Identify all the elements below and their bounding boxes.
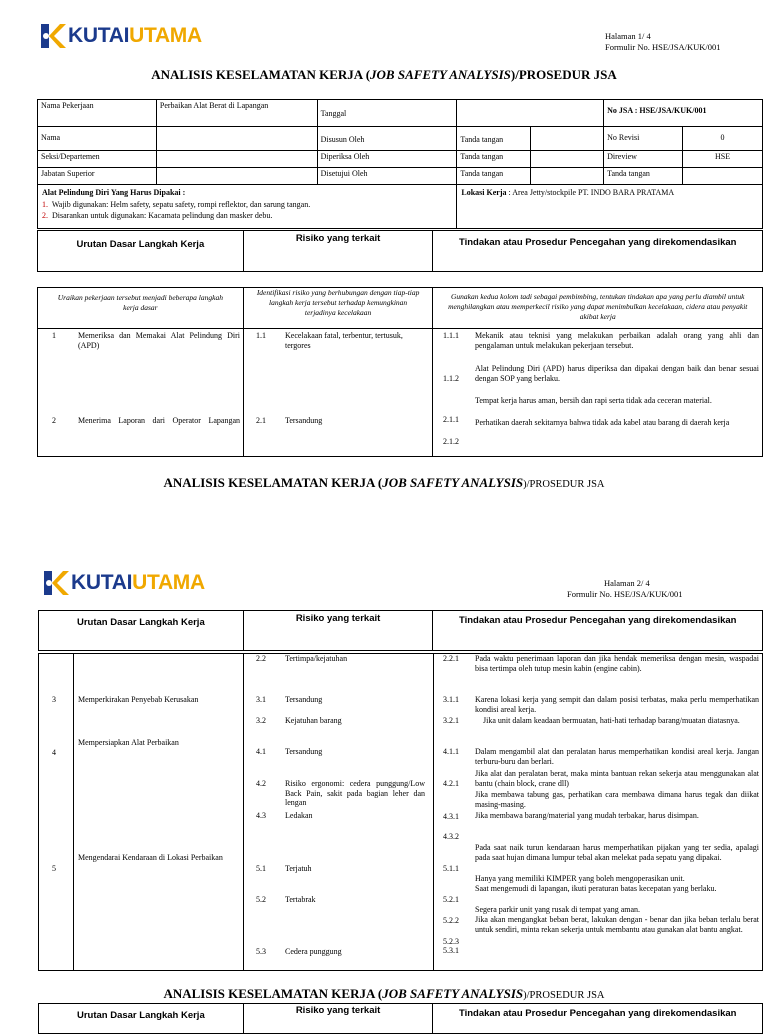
lokasi-value: : Area Jetty/stockpile PT. INDO BARA PRATAMA (506, 188, 675, 197)
apd-item1-number: 1. (42, 200, 48, 209)
risk-3-1-text: Tersandung (285, 695, 323, 704)
column-header-table-page3 (38, 1003, 763, 1034)
step-3-text: Memperkirakan Penyebab Kerusakan (78, 695, 199, 704)
lokasi-label: Lokasi Kerja (461, 188, 507, 197)
risk-2-2-number: 2.2 (256, 654, 266, 663)
apd-item1: Wajib digunakan: Helm safety, sepatu safety, rompi reflektor, dan sarung tangan. (51, 200, 311, 209)
col-header-urutan: Urutan Dasar Langkah Kerja (39, 1004, 244, 1034)
label-tanggal: Tanggal (317, 100, 457, 127)
action-4-2-1-text: Jika alat dan peralatan berat, maka minta bantuan rekan sekerja atau menggunakan alat bantu (chain block, crane dll) (475, 769, 759, 788)
page-title: ANALISIS KESELAMATAN KERJA (JOB SAFETY ANALYSIS)/PROSEDUR JSA (151, 67, 617, 82)
step-3-number: 3 (52, 695, 56, 704)
label-nama: Nama (38, 127, 157, 151)
label-disusun: Disusun Oleh (317, 127, 457, 151)
action-1-1-2-number: 1.1.2 (443, 374, 459, 383)
risk-3-1-number: 3.1 (256, 695, 266, 704)
risk-4-1-number: 4.1 (256, 747, 266, 756)
action-5-2-2-number: 5.2.2 (443, 916, 459, 925)
risk-1-1-number: 1.1 (256, 331, 266, 340)
action-2-2-1-number: 2.2.1 (443, 654, 459, 663)
action-4-3-1-number: 4.3.1 (443, 812, 459, 821)
risk-1-1-text: Kecelakaan fatal, terbentur, tertusuk, tergores (285, 331, 403, 350)
step-2-number: 2 (52, 416, 56, 425)
action-2-2-1-text: Pada waktu penerimaan laporan dan jika hendak memeriksa dengan mesin, waspadai bisa tertimpa oleh tutup mesin kabin (engine cabin). (475, 654, 759, 673)
value-seksi (156, 151, 317, 168)
label-tanda-tangan-4: Tanda tangan (604, 168, 683, 185)
action-4-1-1-number: 4.1.1 (443, 747, 459, 756)
action-2-1-2-number: 2.1.2 (443, 437, 459, 446)
company-logo-page2 (41, 569, 205, 597)
action-5-1-1-number: 5.1.1 (443, 864, 459, 873)
info-table (37, 99, 763, 229)
label-nama-pekerjaan: Nama Pekerjaan (38, 100, 157, 127)
action-5-3-1-number: 5.3.1 (443, 946, 459, 955)
action-4-3-1-text: Jika membawa barang/material yang mudah terbakar, harus disimpan. (475, 811, 699, 820)
value-tanggal (457, 100, 604, 127)
col-header-risiko: Risiko yang terkait (243, 611, 433, 651)
action-3-2-1-number: 3.2.1 (443, 716, 459, 725)
action-5-intro-text: Pada saat naik turun kendaraan harus memperhatikan pijakan yang ter sedia, apalagi pada saat hujan dimana lumpur tebal akan melekat pada sepatu yang dipakai. (475, 843, 759, 862)
guide-risiko: Identifikasi risiko yang berhubungan dengan tiap-tiap langkah kerja tersebut terhadap kemungkinan terjadinya kecelakaan (243, 288, 433, 329)
step-2-text: Menerima Laporan dari Operator Lapangan (78, 416, 240, 425)
value-tanda-tangan-2 (531, 151, 604, 168)
action-2-1-1-text: Tempat kerja harus aman, bersih dan rapi serta tidak ada ceceran material. (475, 396, 712, 405)
step-5-text: Mengendarai Kendaraan di Lokasi Perbaikan (78, 853, 223, 862)
label-disetujui: Disetujui Oleh (317, 168, 457, 185)
action-4-2-1b-text: Jika membawa tabung gas, perhatikan cara membawa dimana harus tegak dan diikat masing-masing. (475, 790, 759, 809)
step-1-number: 1 (52, 331, 56, 340)
apd-item2-number: 2. (42, 211, 48, 220)
value-direview: HSE (683, 151, 763, 168)
action-5-1-1-text: Hanya yang memiliki KIMPER yang boleh mengoperasikan unit. (475, 874, 685, 883)
form-number-2: Formulir No. HSE/JSA/KUK/001 (567, 589, 683, 599)
form-number: Formulir No. HSE/JSA/KUK/001 (605, 42, 721, 52)
risk-5-2-number: 5.2 (256, 895, 266, 904)
action-1-1-1-number: 1.1.1 (443, 331, 459, 340)
divider-line (243, 653, 244, 971)
risk-2-1-text: Tersandung (285, 416, 323, 425)
kutai-utama-logo-icon (41, 569, 69, 597)
label-tanda-tangan-3: Tanda tangan (457, 168, 531, 185)
risk-2-1-number: 2.1 (256, 416, 266, 425)
kutai-utama-logo-icon (38, 22, 66, 50)
label-seksi: Seksi/Departemen (38, 151, 157, 168)
guide-tindakan: Gunakan kedua kolom tadi sebagai pembimbing, tentukan tindakan apa yang perlu diambil untuk menghilangkan atau memperkecil risiko yang dapat menimbulkan kecelakaan, cidera atau penyakit akibat kerja (433, 288, 763, 329)
step-4-text: Mempersiapkan Alat Perbaikan (78, 738, 179, 747)
label-jabatan: Jabatan Superior (38, 168, 157, 185)
apd-heading: Alat Pelindung Diri Yang Harus Dipakai : (42, 188, 186, 197)
lokasi-cell (457, 185, 763, 229)
apd-item2: Disarankan untuk digunakan: Kacamata pelindung dan masker debu. (52, 211, 273, 220)
action-3-1-1-text: Karena lokasi kerja yang sempit dan dalam posisi terbatas, maka perlu memperhatikan kondisi areal kerja. (475, 695, 759, 714)
col-header-urutan: Urutan Dasar Langkah Kerja (39, 611, 244, 651)
step-4-number: 4 (52, 748, 56, 757)
action-5-2-1-text: Segera parkir unit yang rusak di tempat yang aman. (475, 905, 641, 914)
action-5-1-1b-text: Saat mengemudi di lapangan, ikuti peraturan batas kecepatan yang berlaku. (475, 884, 717, 893)
label-tanda-tangan-1: Tanda tangan (457, 127, 531, 151)
action-1-1-1-text: Mekanik atau teknisi yang melakukan perbaikan adalah orang yang ahli dan pengalaman untuk melakukan pekerjaan tersebut. (475, 331, 759, 350)
risk-4-2-text: Risiko ergonomi: cedera punggung/Low Back Pain, sakit pada bagian leher dan lengan (285, 779, 425, 807)
company-logo (38, 22, 202, 50)
action-4-2-1-number: 4.2.1 (443, 779, 459, 788)
risk-4-2-number: 4.2 (256, 779, 266, 788)
value-tanda-tangan-3 (531, 168, 604, 185)
label-no-revisi: No Revisi (604, 127, 683, 151)
divider-line (433, 653, 434, 971)
logo-text-utama: UTAMA (129, 24, 202, 47)
col-header-risiko: Risiko yang terkait (243, 231, 433, 272)
page3-title: ANALISIS KESELAMATAN KERJA (JOB SAFETY ANALYSIS)/PROSEDUR JSA (163, 986, 605, 1001)
action-2-1-1-number: 2.1.1 (443, 415, 459, 424)
risk-5-1-number: 5.1 (256, 864, 266, 873)
action-4-1-1-text: Dalam mengambil alat dan peralatan harus memperhatikan kondisi areal kerja. Jangan terburu-buru dan berlari. (475, 747, 759, 766)
divider-line (73, 653, 74, 971)
col-header-tindakan: Tindakan atau Prosedur Pencegahan yang direkomendasikan (433, 611, 763, 651)
col-header-risiko: Risiko yang terkait (243, 1004, 433, 1034)
risk-5-3-number: 5.3 (256, 947, 266, 956)
value-nama (156, 127, 317, 151)
value-jabatan (156, 168, 317, 185)
page-number: Halaman 1/ 4 (605, 31, 651, 41)
risk-4-3-text: Ledakan (285, 811, 313, 820)
logo-text-kutai: KUTAI (71, 571, 133, 594)
risk-3-2-number: 3.2 (256, 716, 266, 725)
action-3-1-1-number: 3.1.1 (443, 695, 459, 704)
apd-cell (38, 185, 457, 229)
action-5-2-2-text: Jika akan mengangkat beban berat, lakukan dengan - benar dan jika beban terlalu berat untuk sendiri, minta rekan sekerja untuk membantu atau gunakan alat bantu angkat. (475, 915, 759, 934)
action-5-2-3-number: 5.2.3 (443, 937, 459, 946)
action-3-2-1-text: Jika unit dalam keadaan bermuatan, hati-hati terhadap barang/muatan diatasnya. (483, 716, 740, 725)
label-diperiksa: Diperiksa Oleh (317, 151, 457, 168)
risk-4-3-number: 4.3 (256, 811, 266, 820)
risk-5-1-text: Terjatuh (285, 864, 312, 873)
risk-4-1-text: Tersandung (285, 747, 323, 756)
column-header-table (37, 230, 763, 272)
risk-5-3-text: Cedera punggung (285, 947, 342, 956)
value-tanda-tangan-4 (683, 168, 763, 185)
divider-title: ANALISIS KESELAMATAN KERJA (JOB SAFETY ANALYSIS)/PROSEDUR JSA (163, 475, 605, 490)
value-no-revisi: 0 (683, 127, 763, 151)
page-number-2: Halaman 2/ 4 (604, 578, 650, 588)
col-header-urutan: Urutan Dasar Langkah Kerja (38, 231, 244, 272)
risk-5-2-text: Tertabrak (285, 895, 316, 904)
column-header-table-page2 (38, 610, 763, 651)
risk-2-2-text: Tertimpa/kejatuhan (285, 654, 348, 663)
action-5-2-1-number: 5.2.1 (443, 895, 459, 904)
risk-3-2-text: Kejatuhan barang (285, 716, 342, 725)
value-nama-pekerjaan: Perbaikan Alat Berat di Lapangan (156, 100, 317, 127)
no-jsa: No JSA : HSE/JSA/KUK/001 (604, 100, 763, 127)
label-tanda-tangan-2: Tanda tangan (457, 151, 531, 168)
logo-text-kutai: KUTAI (68, 24, 130, 47)
step-1-text: Memeriksa dan Memakai Alat Pelindung Diri (APD) (78, 331, 240, 350)
value-tanda-tangan-1 (531, 127, 604, 151)
guide-urutan: Uraikan pekerjaan tersebut menjadi beberapa langkah kerja dasar (38, 288, 244, 329)
logo-text-utama: UTAMA (132, 571, 205, 594)
col-header-tindakan: Tindakan atau Prosedur Pencegahan yang direkomendasikan (433, 1004, 763, 1034)
label-direview: Direview (604, 151, 683, 168)
action-2-1-1b-text: Perhatikan daerah sekitarnya bahwa tidak ada kabel atau barang di daerah kerja (475, 418, 730, 427)
action-4-3-2-number: 4.3.2 (443, 832, 459, 841)
action-1-1-2-text: Alat Pelindung Diri (APD) harus diperiksa dan dipakai dengan baik dan benar sesuai dengan SOP yang berlaku. (475, 364, 759, 383)
col-header-tindakan: Tindakan atau Prosedur Pencegahan yang direkomendasikan (433, 231, 763, 272)
step-5-number: 5 (52, 864, 56, 873)
